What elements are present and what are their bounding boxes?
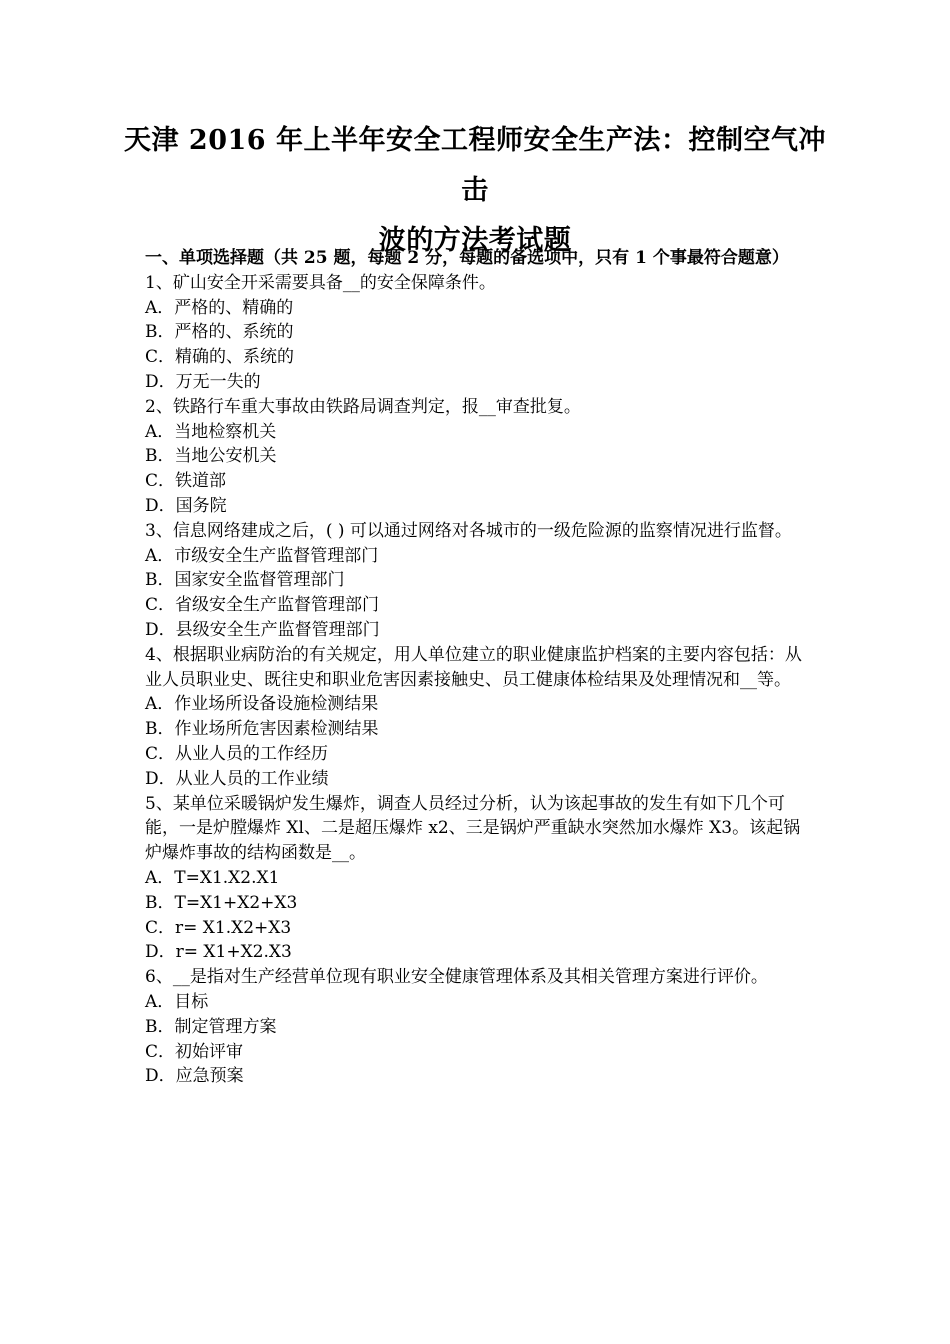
option-a: A．当地检察机关 — [145, 421, 277, 442]
option-b: B．作业场所危害因素检测结果 — [145, 719, 379, 740]
section-heading: 一、单项选择题（共 25 题，每题 2 分，每题的备选项中，只有 1 个事最符合题意） — [145, 248, 789, 268]
option-d: D．应急预案 — [145, 1066, 244, 1087]
option-c: C．r= X1.X2+X3 — [145, 917, 292, 938]
option-a: A．市级安全生产监督管理部门 — [145, 545, 379, 566]
option-d: D．县级安全生产监督管理部门 — [145, 619, 380, 640]
question-stem: 2、铁路行车重大事故由铁路局调查判定，报__审查批复。 — [145, 396, 581, 417]
option-c: C．精确的、系统的 — [145, 347, 295, 368]
question-2 — [145, 395, 810, 519]
option-a: A．严格的、精确的 — [145, 297, 294, 318]
option-b: B．制定管理方案 — [145, 1016, 277, 1037]
option-a: A．目标 — [145, 991, 209, 1012]
option-a: A．作业场所设备设施检测结果 — [145, 694, 379, 715]
title-line-2: 波的方法考试题 — [378, 225, 572, 256]
option-b: B．当地公安机关 — [145, 446, 277, 467]
option-a: A．T=X1.X2.X1 — [145, 867, 280, 888]
option-b: B．国家安全监督管理部门 — [145, 570, 345, 591]
option-b: B．T=X1+X2+X3 — [145, 892, 298, 913]
option-c: C．铁道部 — [145, 471, 227, 492]
question-6 — [145, 965, 810, 1089]
option-d: D．r= X1+X2.X3 — [145, 942, 292, 963]
question-stem: 3、信息网络建成之后，( ) 可以通过网络对各城市的一级危险源的监察情况进行监督。 — [145, 520, 792, 541]
question-stem: 5、某单位采暖锅炉发生爆炸，调查人员经过分析，认为该起事故的发生有如下几个可能，一是炉膛爆炸 Xl、二是超压爆炸 x2、三是锅炉严重缺水突然加水爆炸 X3。该起锅炉爆炸事故的结构函数是__。 — [145, 793, 801, 864]
option-b: B．严格的、系统的 — [145, 322, 294, 343]
option-d: D．国务院 — [145, 495, 227, 516]
question-stem: 6、__是指对生产经营单位现有职业安全健康管理体系及其相关管理方案进行评价。 — [145, 967, 768, 988]
page-title — [120, 116, 830, 266]
question-1 — [145, 271, 810, 395]
question-stem: 1、矿山安全开采需要具备__的安全保障条件。 — [145, 272, 496, 293]
question-4 — [145, 643, 810, 792]
option-c: C．省级安全生产监督管理部门 — [145, 595, 380, 616]
question-5 — [145, 792, 810, 966]
question-3 — [145, 519, 810, 643]
document-body — [145, 246, 810, 1089]
option-d: D．万无一失的 — [145, 371, 261, 392]
question-stem: 4、根据职业病防治的有关规定，用人单位建立的职业健康监护档案的主要内容包括：从业人员职业史、既往史和职业危害因素接触史、员工健康体检结果及处理情况和__等。 — [145, 644, 802, 690]
option-c: C．从业人员的工作经历 — [145, 743, 329, 764]
option-d: D．从业人员的工作业绩 — [145, 768, 329, 789]
title-line-1: 天津 2016 年上半年安全工程师安全生产法：控制空气冲击 — [124, 125, 826, 206]
option-c: C．初始评审 — [145, 1041, 244, 1062]
